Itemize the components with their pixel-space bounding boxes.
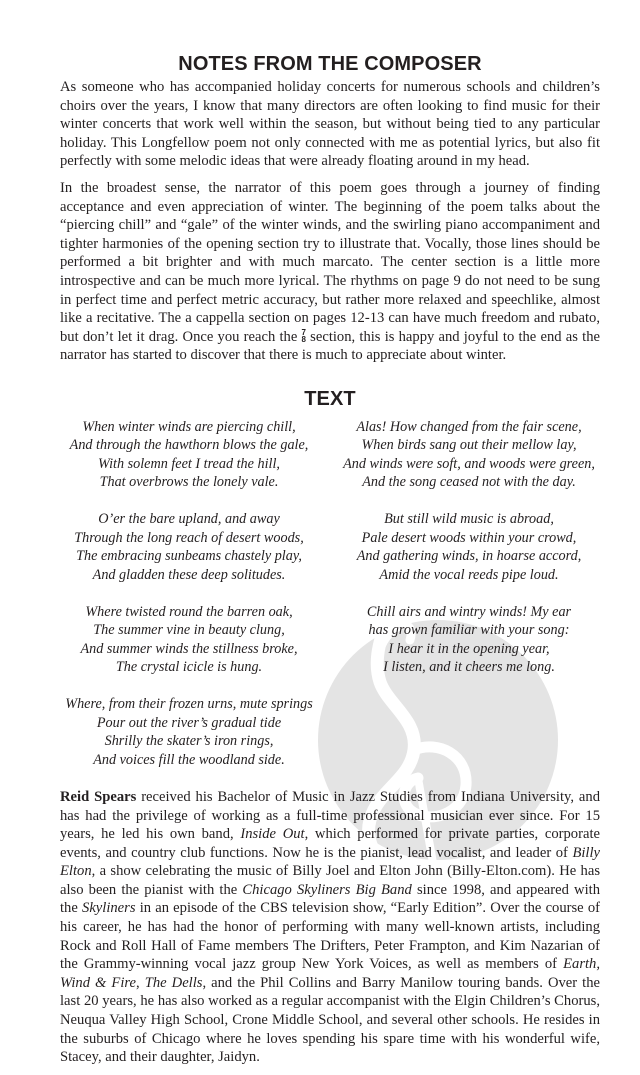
- bio-text: ,: [136, 974, 145, 991]
- poem-line: Where twisted round the barren oak,: [85, 603, 293, 620]
- stanza: [54, 418, 324, 492]
- poem-line: But still wild music is abroad,: [384, 511, 554, 528]
- bio-italic-band: Earth, Wind & Fire: [60, 956, 600, 991]
- poem-line: The embracing sunbeams chastely play,: [76, 548, 302, 565]
- composer-bio-section: [60, 788, 600, 1067]
- poem-line: I hear it in the opening year,: [388, 640, 550, 657]
- time-signature-numerator: 7: [301, 327, 306, 337]
- composer-bio: [60, 788, 600, 1067]
- stanza: [54, 695, 324, 769]
- poem-line: Where, from their frozen urns, mute springs: [65, 696, 313, 713]
- composer-notes-paragraph-2: [60, 179, 600, 365]
- stanza: [54, 603, 324, 677]
- poem-line: With solemn feet I tread the hill,: [98, 455, 280, 472]
- paragraph-2-text-start: In the broadest sense, the narrator of this poem goes through a journey of finding acceptance and even appreciation of winter. The beginning of the poem talks about the “piercing chill” and “gale” of the winter winds, and the swirling piano accompaniment and tighter harmonies of the opening section try to illustrate that. Vocally, those lines should be performed a bit brighter and with much marcato. The center section is a little more introspective and can be much more lyrical. The rhythms on page 9 do not need to be sung in perfect time and perfect metric accuracy, but rather more relaxed and speechlike, almost like a recitative. The a cappella section on pages 12-13 can have much freedom and rubato, but don’t let it drag. Once you reach the: [60, 179, 600, 345]
- poem-line: has grown familiar with your song:: [368, 622, 570, 639]
- time-signature-denominator: 8: [301, 334, 306, 344]
- poem-line: Alas! How changed from the fair scene,: [356, 418, 582, 435]
- text-section: [60, 387, 600, 788]
- poem-line: I listen, and it cheers me long.: [383, 659, 555, 676]
- poem-line: And voices fill the woodland side.: [93, 751, 285, 768]
- poem-line: And winds were soft, and woods were green,: [343, 455, 595, 472]
- poem-line: Chill airs and wintry winds! My ear: [366, 603, 572, 620]
- poem-line: That overbrows the lonely vale.: [99, 474, 279, 491]
- stanza: [334, 510, 604, 584]
- composer-notes-paragraph-1: As someone who has accompanied holiday concerts for numerous schools and children’s choirs over the years, I know that many directors are often looking to find music for their winter concerts that work well within the season, but without being tied to any particular holiday. This Longfellow poem not only connected with me as potential lyrics, but also fit perfectly with some melodic ideas that were already floating around in my head.: [60, 79, 600, 170]
- poem-line: Pale desert woods within your crowd,: [361, 529, 577, 546]
- bio-text: received his Bachelor of Music in Jazz Studies from Indiana University, and has had the privilege of working as a full-time professional musician ever since. For 15 years, he led his own band,: [60, 788, 601, 843]
- stanza: [54, 510, 324, 584]
- poem-line: O’er the bare upland, and away: [98, 511, 280, 528]
- composer-notes-section: [60, 52, 600, 365]
- poem-left-column: [54, 418, 324, 788]
- poem-line: Shrilly the skater’s iron rings,: [104, 733, 274, 750]
- stanza: [334, 418, 604, 492]
- poem-line: And the song ceased not with the day.: [362, 474, 576, 491]
- page-content: [60, 52, 600, 1075]
- bio-text: , a show celebrating the music of Billy Joel and Elton John (Billy-Elton.com). He has also been the pianist with the: [60, 863, 600, 898]
- poem-line: Amid the vocal reeds pipe loud.: [379, 566, 559, 583]
- bio-italic-band: The Dells: [144, 974, 203, 991]
- poem-line: And gladden these deep solitudes.: [92, 566, 286, 583]
- bio-text: in an episode of the CBS television show, “Early Edition”. Over the course of his career, he has had the honor of performing with many well-known artists, including Rock and Roll Hall of Fame members The Drifters, Peter Frampton, and Kim Nazarian of the Grammy-winning vocal jazz group New York Voices, as well as members of: [60, 900, 600, 973]
- composer-notes-heading: NOTES FROM THE COMPOSER: [178, 53, 482, 75]
- stanza: [334, 603, 604, 677]
- bio-italic-band: Chicago Skyliners Big Band: [242, 881, 412, 898]
- poem-line: Pour out the river’s gradual tide: [96, 714, 282, 731]
- bio-italic-show: Billy Elton: [60, 844, 600, 880]
- poem-line: And through the hawthorn blows the gale,: [69, 437, 309, 454]
- poem-line: The summer vine in beauty clung,: [93, 622, 285, 639]
- poem-line: And gathering winds, in hoarse accord,: [356, 548, 582, 565]
- poem-line: Through the long reach of desert woods,: [74, 529, 304, 546]
- poem-line: When birds sang out their mellow lay,: [361, 437, 577, 454]
- bio-text: since 1998, and appeared with the: [60, 881, 601, 917]
- composer-name: Reid Spears: [60, 788, 137, 805]
- paragraph-2-text-end: section, this is happy and joyful to the end as the narrator has started to discover that there is much to appreciate about winter.: [60, 328, 600, 364]
- bio-italic-band: Inside Out: [240, 826, 305, 843]
- bio-text: , which performed for private parties, corporate events, and country club functions. Now he is the pianist, lead vocalist, and leader of: [60, 826, 600, 861]
- poem: [60, 418, 600, 788]
- bio-italic-band: Skyliners: [82, 900, 136, 917]
- poem-right-column: [334, 418, 604, 788]
- text-heading: TEXT: [304, 387, 356, 410]
- poem-line: And summer winds the stillness broke,: [80, 640, 298, 657]
- poem-line: The crystal icicle is hung.: [115, 659, 263, 676]
- bio-text: , and the Phil Collins and Barry Manilow touring bands. Over the last 20 years, he has also worked as a regular accompanist with the Elgin Children’s Chorus, Neuqua Valley High School, Crone Middle School, and several other schools. He resides in the suburbs of Chicago where he loves spending his spare time with his wonderful wife, Stacey, and their daughter, Jaidyn.: [60, 974, 601, 1066]
- poem-line: When winter winds are piercing chill,: [82, 418, 296, 435]
